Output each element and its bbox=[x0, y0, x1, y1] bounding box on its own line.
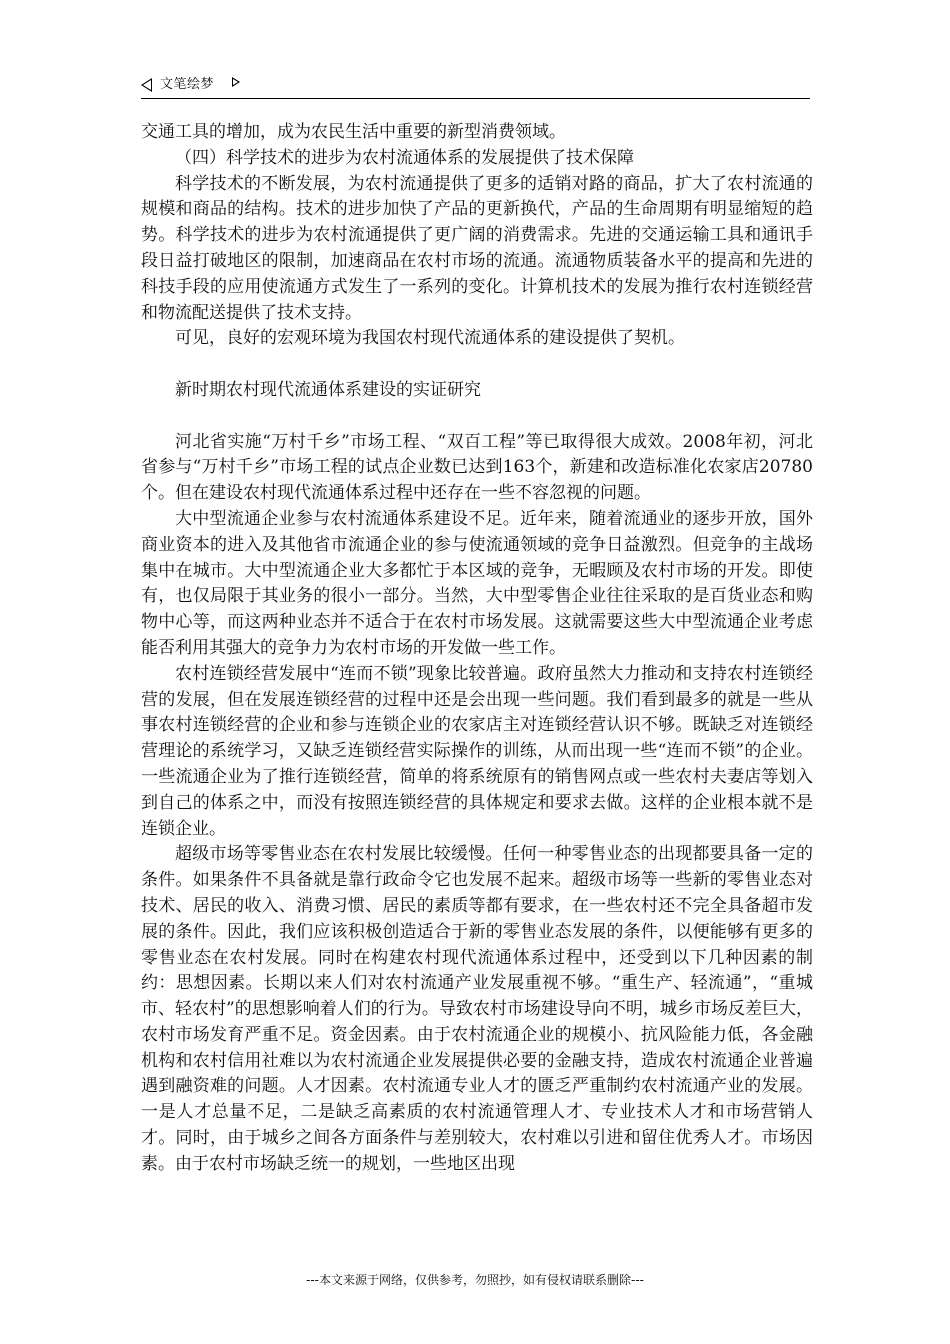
paragraph: 农村连锁经营发展中“连而不锁”现象比较普遍。政府虽然大力推动和支持农村连锁经营的发展，但在发展连锁经营的过程中还是会出现一些问题。我们看到最多的就是一些从事农村连锁经营的企业和参与连锁企业的农家店主对连锁经营认识不够。既缺乏对连锁经营理论的系统学习，又缺乏连锁经营实际操作的训练，从而出现一些“连而不锁”的企业。一些流通企业为了推行连锁经营，简单的将系统原有的销售网点或一些农村夫妻店等划入到自己的体系之中，而没有按照连锁经营的具体规定和要求去做。这样的企业根本就不是连锁企业。 bbox=[141, 663, 813, 839]
section-heading: 新时期农村现代流通体系建设的实证研究 bbox=[175, 379, 481, 400]
paragraph: 科学技术的不断发展，为农村流通提供了更多的适销对路的商品，扩大了农村流通的规模和商品的结构。技术的进步加快了产品的更新换代，产品的生命周期有明显缩短的趋势。科学技术的进步为农村流通提供了更广阔的消费需求。先进的交通运输工具和通讯手段日益打破地区的限制，加速商品在农村市场的流通。流通物质装备水平的提高和先进的科技手段的应用使流通方式发生了一系列的变化。计算机技术的发展为推行农村连锁经营和物流配送提供了技术支持。 bbox=[141, 173, 813, 323]
header-title: 文笔绘梦 bbox=[160, 77, 215, 92]
paragraph: 可见，良好的宏观环境为我国农村现代流通体系的建设提供了契机。 bbox=[175, 328, 685, 349]
triangle-right-icon bbox=[232, 77, 240, 87]
page-footer: ---本文来源于网络，仅供参考，勿照抄，如有侵权请联系删除--- bbox=[306, 1273, 644, 1287]
section-heading: （四）科学技术的进步为农村流通体系的发展提供了技术保障 bbox=[175, 147, 634, 168]
page-header bbox=[141, 74, 810, 99]
paragraph: 大中型流通企业参与农村流通体系建设不足。近年来，随着流通业的逐步开放，国外商业资本的进入及其他省市流通企业的参与使流通领域的竞争日益激烈。但竞争的主战场集中在城市。大中型流通企业大多都忙于本区域的竞争，无暇顾及农村市场的开发。即使有，也仅局限于其业务的很小一部分。当然，大中型零售企业往往采取的是百货业态和购物中心等，而这两种业态并不适合于在农村市场发展。这就需要这些大中型流通企业考虑能否利用其强大的竞争力为农村市场的开发做一些工作。 bbox=[141, 508, 813, 658]
triangle-left-icon bbox=[141, 78, 152, 92]
paragraph: 河北省实施“万村千乡”市场工程、“双百工程”等已取得很大成效。2008年初，河北省参与“万村千乡”市场工程的试点企业数已达到163个，新建和改造标准化农家店20780个。但在建设农村现代流通体系过程中还存在一些不容忽视的问题。 bbox=[141, 431, 813, 504]
document-body bbox=[141, 120, 813, 1178]
paragraph: 超级市场等零售业态在农村发展比较缓慢。任何一种零售业态的出现都要具备一定的条件。如果条件不具备就是靠行政命令它也发展不起来。超级市场等一些新的零售业态对技术、居民的收入、消费习惯、居民的素质等都有要求，在一些农村还不完全具备超市发展的条件。因此，我们应该积极创造适合于新的零售业态发展的条件，以便能够有更多的零售业态在农村发展。同时在构建农村现代流通体系过程中，还受到以下几种因素的制约：思想因素。长期以来人们对农村流通产业发展重视不够。“重生产、轻流通”，“重城市、轻农村”的思想影响着人们的行为。导致农村市场建设导向不明，城乡市场反差巨大，农村市场发育严重不足。资金因素。由于农村流通企业的规模小、抗风险能力低，各金融机构和农村信用社难以为农村流通企业发展提供必要的金融支持，造成农村流通企业普遍遇到融资难的问题。人才因素。农村流通专业人才的匮乏严重制约农村流通产业的发展。一是人才总量不足，二是缺乏高素质的农村流通管理人才、专业技术人才和市场营销人才。同时，由于城乡之间各方面条件与差别较大，农村难以引进和留住优秀人才。市场因素。由于农村市场缺乏统一的规划，一些地区出现 bbox=[141, 844, 813, 1174]
paragraph: 交通工具的增加，成为农民生活中重要的新型消费领域。 bbox=[141, 122, 566, 142]
